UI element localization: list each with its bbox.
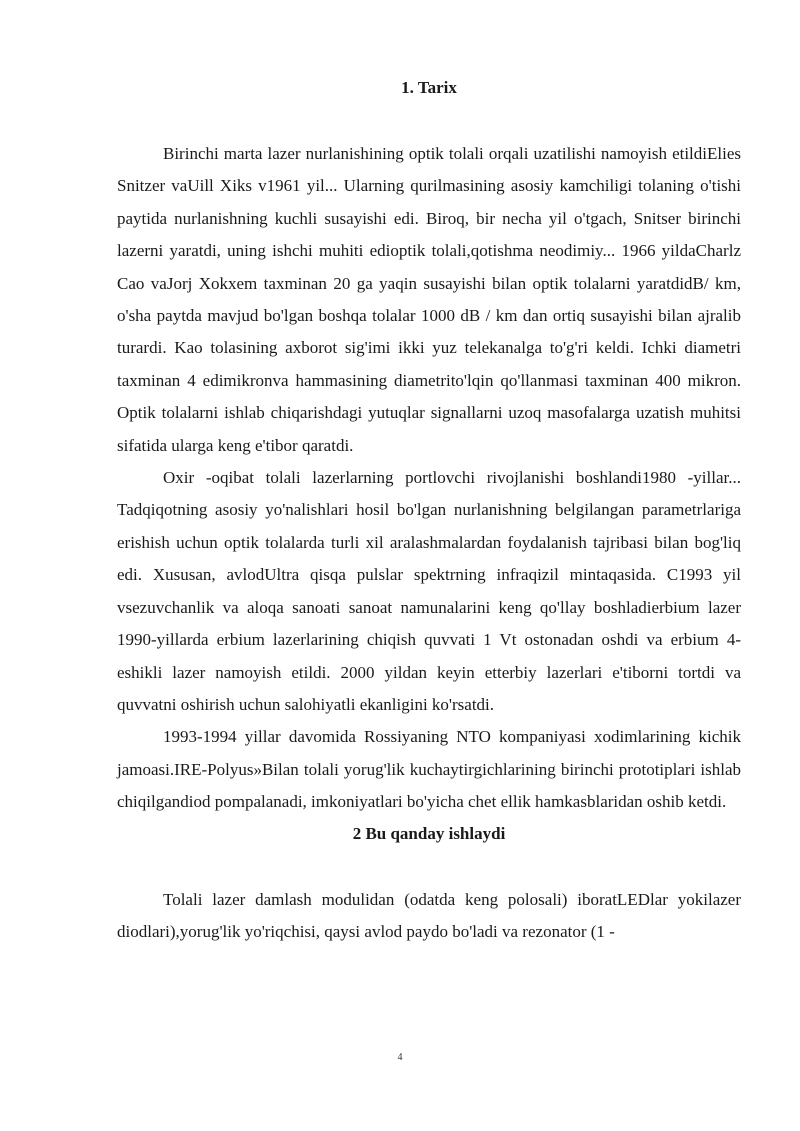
paragraph-history-3: 1993-1994 yillar davomida Rossiyaning NTO kompaniyasi xodimlarining kichik jamoasi.IRE-Polyus»Bilan tolali yorug'lik kuchaytirgichlarining birinchi prototiplari ishlab chiqilgandiod pompalanadi, imkoniyatlari bo'yicha chet ellik hamkasblaridan oshib ketdi. <box>117 727 741 812</box>
page-content <box>117 74 741 948</box>
page-number: 4 <box>397 1052 403 1063</box>
paragraph-history-2: Oxir -oqibat tolali lazerlarning portlovchi rivojlanishi boshlandi1980 -yillar... Tadqiqotning asosiy yo'nalishlari hosil bo'lgan nurlanishning belgilangan parametrlariga erishish uchun optik tolalarda turli xil aralashmalardan foydalanish tajribasi bilan bog'liq edi. Xususan, avlodUltra qisqa pulslar spektrning infraqizil mintaqasida. C1993 yil vsezuvchanlik va aloqa sanoati sanoat namunalarini keng qo'llay boshladierbium lazer 1990-yillarda erbium lazerlarining chiqish quvvati 1 Vt ostonadan oshdi va erbium 4-eshikli lazer namoyish etildi. 2000 yildan keyin etterbiy lazerlari e'tiborni tortdi va quvvatni oshirish uchun salohiyatli ekanligini ko'rsatdi. <box>117 468 741 714</box>
section-heading-history: 1. Tarix <box>401 78 457 97</box>
section-heading-how-it-works: 2 Bu qanday ishlaydi <box>352 823 506 843</box>
paragraph-history-1: Birinchi marta lazer nurlanishining optik tolali orqali uzatilishi namoyish etildiElies Snitzer vaUill Xiks v1961 yil... Ularning qurilmasining asosiy kamchiligi tolaning o'tishi paytida nurlanishning kuchli susayishi edi. Biroq, bir necha yil o'tgach, Snitser birinchi lazerni yaratdi, uning ishchi muhiti edioptik tolali,qotishma neodimiy... 1966 yildaCharlz Cao vaJorj Xokxem taxminan 20 ga yaqin susayishi bilan optik tolalarni yaratdidB/ km, o'sha paytda mavjud bo'lgan boshqa tolalar 1000 dB / km dan ortiq susayishi bilan ajralib turardi. Kao tolasining axborot sig'imi ikki yuz telekanalga to'g'ri keldi. Ichki diametri taxminan 4 edimikronva hammasining diametrito'lqin qo'llanmasi taxminan 400 mikron. Optik tolalarni ishlab chiqarishdagi yutuqlar signallarni uzoq masofalarga uzatish muhitsi sifatida ularga keng e'tibor qaratdi. <box>117 144 741 455</box>
paragraph-how-it-works-1: Tolali lazer damlash modulidan (odatda keng polosali) iboratLEDlar yokilazer diodlari),yorug'lik yo'riqchisi, qaysi avlod paydo bo'ladi va rezonator (1 - <box>117 889 741 941</box>
